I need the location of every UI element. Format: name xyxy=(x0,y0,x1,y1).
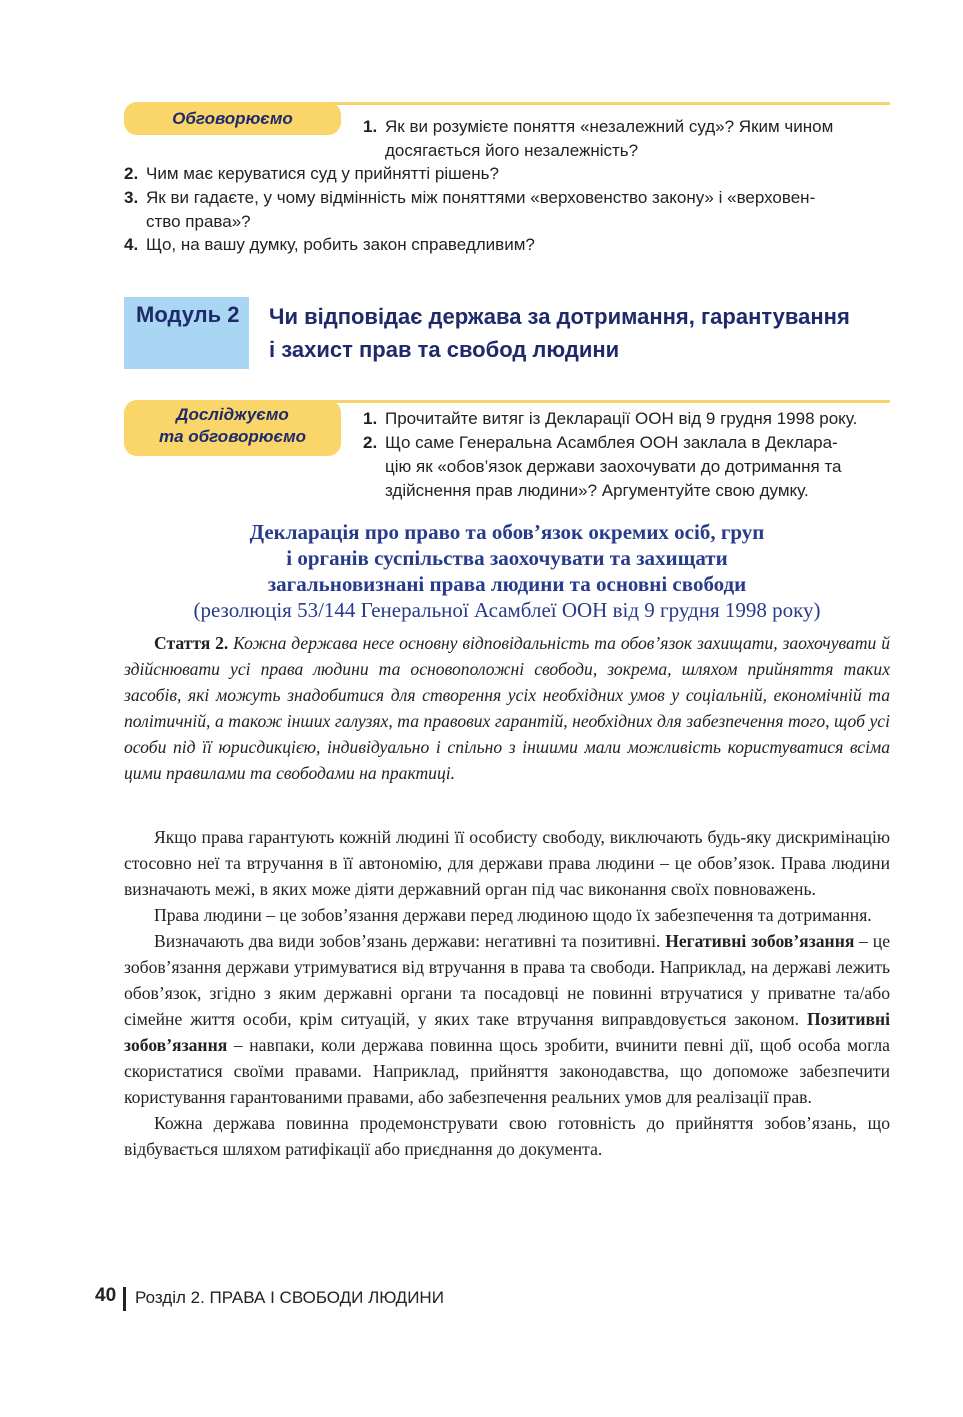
paragraph-1: Якщо права гарантують кожній людині її особисту свободу, виключають будь-яку дискримінацію стосовно неї та втручання в її автономію, для держави права людини – це обов’язок. Права людини визначають межі, в яких може діяти державний орган під час виконання своїх повноважень. xyxy=(124,827,890,899)
declaration-title-line-2: і органів суспільства заохочувати та захищати xyxy=(286,546,728,570)
discuss-question-4 xyxy=(124,233,890,257)
question-text: Як ви розумієте поняття «незалежний суд»? Яким чином xyxy=(385,117,834,136)
declaration-title-line-3: загальновизнані права людини та основні свободи xyxy=(267,572,747,596)
question-text-cont: ство права»? xyxy=(146,212,251,231)
body-text xyxy=(124,824,890,1162)
research-question-1 xyxy=(363,407,890,431)
module-title-line-2: і захист прав та свобод людини xyxy=(269,337,620,362)
question-number: 2. xyxy=(124,164,139,183)
declaration-title xyxy=(124,519,890,597)
paragraph-3 xyxy=(124,928,890,1110)
module-label: Модуль 2 xyxy=(136,302,240,327)
discuss-rule xyxy=(330,102,890,105)
question-number: 1. xyxy=(363,117,378,136)
research-question-2 xyxy=(363,431,890,503)
question-text: Чим має керуватися суд у прийнятті рішень? xyxy=(146,164,499,183)
discuss-question-1 xyxy=(363,115,890,163)
module-title-line-1: Чи відповідає держава за дотримання, гарантування xyxy=(269,304,850,329)
research-badge-line-1: Досліджуємо xyxy=(176,405,289,424)
question-text: Що, на вашу думку, робить закон справедливим? xyxy=(146,235,535,254)
research-badge-line-2: та обговорюємо xyxy=(158,427,307,446)
question-text-cont: здійснення прав людини»? Аргументуйте свою думку. xyxy=(385,481,809,500)
question-number: 3. xyxy=(124,188,139,207)
question-text: Як ви гадаєте, у чому відмінність між поняттями «верховенство закону» і «верховен- xyxy=(146,188,816,207)
research-rule xyxy=(330,400,890,403)
paragraph-3-negative: – це зобов’язання держави утримуватися від втручання в права та свободи. Наприклад, на державі лежить обов’язок, згідно з яким державні органи та посадовці не повинні втручатися у приватне та/або сімейне життя особи, крім ситуацій, у яких таке втручання виправдовується законом. xyxy=(124,931,890,1029)
question-text: Прочитайте витяг із Декларації ООН від 9 грудня 1998 року. xyxy=(385,409,858,428)
article-2 xyxy=(124,630,890,786)
question-text-cont: досягається його незалежність? xyxy=(385,141,639,160)
discuss-question-3 xyxy=(124,186,890,234)
footer-section-title: Розділ 2. ПРАВА І СВОБОДИ ЛЮДИНИ xyxy=(135,1288,444,1307)
discuss-badge-label: Обговорюємо xyxy=(172,109,293,128)
discuss-badge xyxy=(124,102,341,135)
article-label: Стаття 2. xyxy=(154,633,229,653)
declaration-subtitle: (резолюція 53/144 Генеральної Асамблеї ООН від 9 грудня 1998 року) xyxy=(193,598,821,622)
paragraph-2: Права людини – це зобов’язання держави перед людиною щодо їх забезпечення та дотримання. xyxy=(154,905,872,925)
paragraph-3-intro: Визначають два види зобов’язань держави: негативні та позитивні. xyxy=(154,931,661,951)
research-badge xyxy=(124,400,341,456)
question-text: Що саме Генеральна Асамблея ООН заклала в Деклара- xyxy=(385,433,838,452)
term-negative-obligations: Негативні зобов’язання xyxy=(665,931,855,951)
discuss-question-2 xyxy=(124,162,890,186)
page-number: 40 xyxy=(95,1285,117,1306)
question-text-cont: цію як «обов’язок держави заохочувати до дотримання та xyxy=(385,457,842,476)
question-number: 2. xyxy=(363,433,378,452)
footer-divider xyxy=(123,1287,126,1311)
paragraph-4: Кожна держава повинна продемонструвати свою готовність до прийняття зобов’язань, що відбувається шляхом ратифікації або приєднання до документа. xyxy=(124,1113,890,1159)
term-positive-obligations: Позитивні зобов’язання xyxy=(124,1009,890,1055)
module-title xyxy=(269,300,889,366)
question-number: 4. xyxy=(124,235,139,254)
article-text: Кожна держава несе основну відповідальність та обов’язок захищати, заохочувати й здійснювати усі права людини та основоположні свободи, зокрема, шляхом прийняття таких засобів, які можуть знадобитися для створення усіх необхідних умов у соціальній, економічній та політичній, а також інших галузях, та правових гарантій, необхідних для забезпечення того, щоб усі особи під її юрисдикцією, індивідуально і спільно з іншими мали можливість користуватися всіма цими правилами та свободами на практиці. xyxy=(124,633,890,783)
declaration-title-line-1: Декларація про право та обов’язок окремих осіб, груп xyxy=(249,520,765,544)
paragraph-3-positive: – навпаки, коли держава повинна щось зробити, вчинити певні дії, щоб особа могла скористатися своїми правами. Наприклад, прийняття законодавства, що допоможе забезпечити користування гарантованими правами, або забезпечення реальних умов для реалізації прав. xyxy=(124,1035,890,1107)
question-number: 1. xyxy=(363,409,378,428)
